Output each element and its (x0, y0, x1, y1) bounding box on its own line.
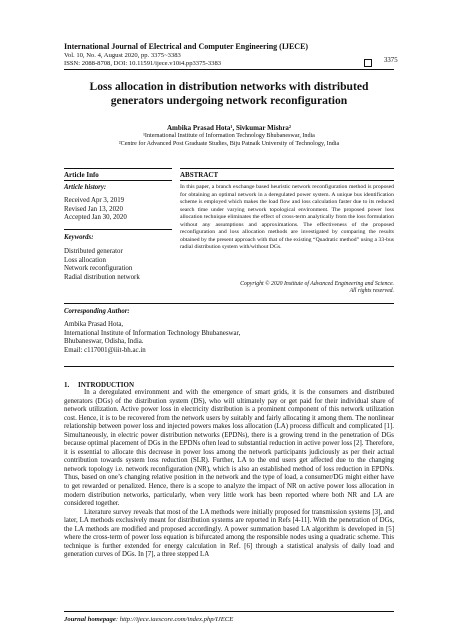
page-box-icon (364, 59, 372, 67)
keyword-item: Radial distribution network (64, 273, 140, 281)
keyword-item: Loss allocation (64, 256, 106, 264)
affiliation-1: ¹International Institute of Information Technology Bhubaneswar, India (143, 133, 315, 139)
copyright-line-2: All rights reserved. (349, 288, 394, 295)
history-list (64, 197, 172, 223)
article-info-top-rule (64, 168, 172, 169)
keywords-heading: Keywords: (64, 234, 94, 241)
article-info-heading: Article Info (64, 171, 99, 179)
keyword-item: Network reconfiguration (64, 265, 133, 272)
header-divider (64, 69, 394, 70)
accepted-date: Accepted Jan 30, 2020 (64, 214, 127, 221)
title-line-2: generators undergoing network reconfiguration (110, 94, 348, 107)
keyword-item: Distributed generator (64, 248, 123, 255)
copyright-line-1: Copyright © 2020 Institute of Advanced Engineering and Science. (240, 281, 394, 287)
issn-doi: ISSN: 2088-8708, DOI: 10.11591/ijece.v10i4.pp3375-3383 (64, 60, 222, 67)
abstract-text: In this paper, a branch exchange based heuristic network reconfiguration method is proposed for obtaining an optimal network in a deregulated power system. A unique bus identification scheme is employed which makes the load flow and loss calculation faster due to its reduced search time under varying network topological environment. The proposed power loss allocation technique eliminates the effect of cross-term analytically from the loss formulation without any assumptions and approximations. The effectiveness of the proposed reconfiguration and loss allocation methods are investigated by comparing the results obtained by the present approach with that of the existing “Quadratic method” using a 33-bus radial distribution system with/without DGs. (180, 184, 394, 251)
keywords-rule (64, 229, 172, 230)
paper-title (64, 80, 394, 108)
footer-rule (64, 611, 394, 612)
abstract-rule (180, 180, 394, 181)
history-heading: Article history: (64, 184, 107, 191)
corresponding-bottom-rule (64, 366, 394, 367)
journal-homepage-label: Journal homepage (64, 616, 116, 623)
introduction-body (64, 389, 394, 560)
page-number: 3375 (384, 57, 398, 64)
corresponding-block (64, 321, 394, 355)
intro-paragraph-2: Literature survey reveals that most of the LA methods were initially proposed for transmission systems [3], and later, LA methods exclusively meant for distribution systems are reported in Refs [4-11]. With the penetration of DGs, the LA methods are modified and proposed accordingly. A power summation based LA algorithm is developed in [5] where the cross-term of power loss equation is bifurcated among the responsible nodes using a quadratic scheme. This technique is further extended for energy calculation in Ref. [6] through a statistical analysis of daily load and generation curves of DGs. In [7], a three stepped LA (64, 508, 394, 559)
revised-date: Revised Jan 13, 2020 (64, 205, 123, 213)
copyright (180, 281, 394, 296)
intro-paragraph-1: In a deregulated environment and with the emergence of smart grids, it is the consumers and distributed generators (DGs) of the distribution system (DS), who will ultimately pay or get paid for their individual share of network utilization. Active power loss in electricity distribution is a prominent component of this network utilization cost. Hence, it is to be recovered from the network users by suitably and fairly allocating it among them. The nonlinear relationship between power loss and injected powers makes loss allocation (LA) process difficult and complicated [1]. Simultaneously, in electric power distribution networks (EPDNs), there is a growing trend in the penetration of DGs because optimal placement of DGs in the EPDNs often lead to substantial reduction in active power loss [2]. Therefore, it is essential to allocate this decrease in power loss among the network participants judiciously as per their actual contribution towards system loss reduction (SLR). Further, LA to the end users get affected due to the changing network topology i.e. network reconfiguration (NR), which is also an established method of loss reduction in EPDNs. Thus, based on one’s changing relative position in the network and the type of load, a consumer/DG might either have to get rewarded or penalized. Hence, there is a scope to analyze the impact of NR on active power loss allocation in modern distribution networks, particularly, when very little work has been reported where both NR and LA are considered together. (64, 389, 394, 508)
keywords-list (64, 248, 172, 282)
introduction-heading: 1. INTRODUCTION (64, 381, 135, 389)
footer (64, 616, 233, 623)
corresponding-top-rule (64, 303, 394, 304)
authors: Ambika Prasad Hota¹, Sivkumar Mishra² (166, 124, 292, 132)
title-line-1: Loss allocation in distribution networks with distributed (89, 80, 369, 93)
journal-name: International Journal of Electrical and Computer Engineering (IJECE) (64, 42, 309, 51)
corresponding-heading: Corresponding Author: (64, 308, 130, 315)
corresponding-email: Email: c117001@iiit-bh.ac.in (64, 346, 146, 354)
abstract-top-rule (180, 168, 394, 169)
corresponding-location: Bhubaneswar, Odisha, India. (64, 338, 144, 345)
received-date: Received Apr 3, 2019 (64, 197, 125, 204)
abstract-heading: ABSTRACT (180, 171, 219, 179)
corresponding-institute: International Institute of Information Technology Bhubaneswar, (64, 329, 241, 337)
affiliation-2: ²Centre for Advanced Post Graduate Studies, Biju Patnaik University of Technology, India (118, 141, 340, 147)
volume-info: Vol. 10, No. 4, August 2020, pp. 3375~3383 (64, 52, 181, 59)
journal-homepage-link[interactable]: : http://ijece.iaescore.com/index.php/IJECE (115, 616, 234, 623)
article-info-rule (64, 180, 172, 181)
corresponding-name: Ambika Prasad Hota, (64, 321, 124, 328)
